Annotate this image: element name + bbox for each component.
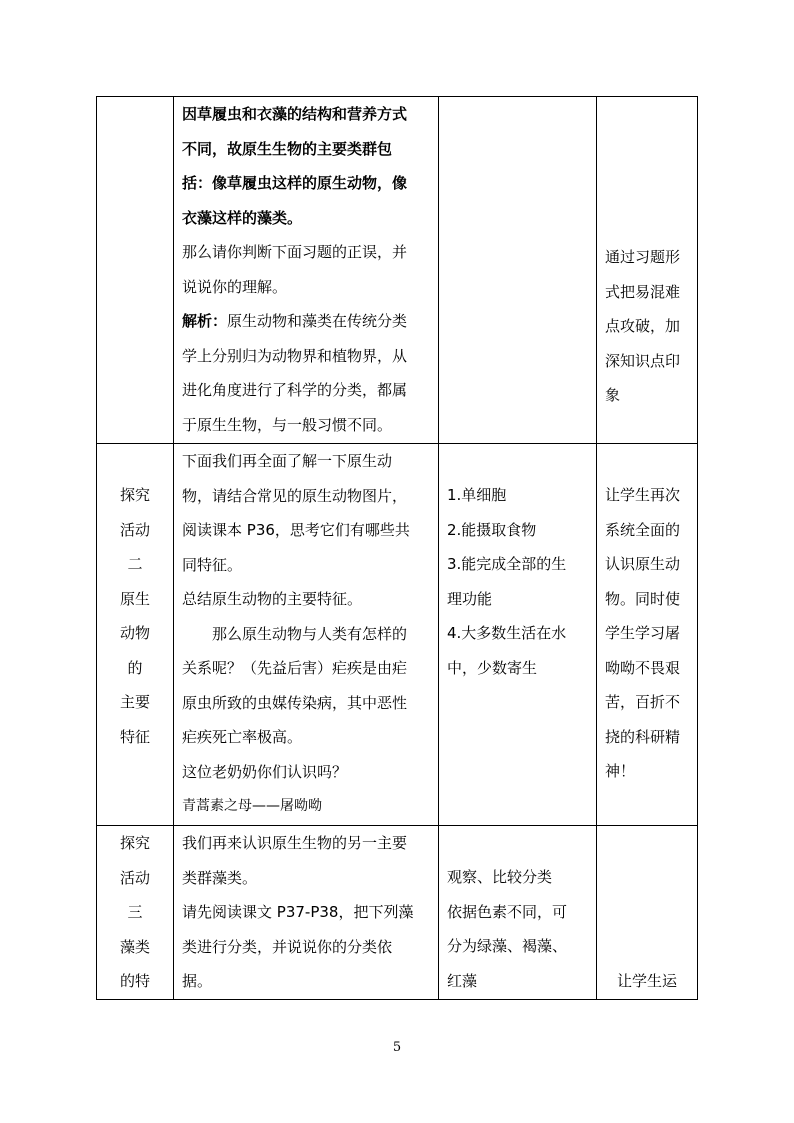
intent-cell-2 [597, 444, 698, 826]
intent-line: 系统全面的 [605, 520, 681, 539]
intent-line: 物。同时使 [605, 589, 681, 608]
activity-cell-3 [97, 826, 174, 1000]
analysis-text: 原生动物和藻类在传统分类 [227, 312, 408, 330]
intent-line: 呦呦不畏艰 [605, 658, 681, 677]
student-line: 2.能摄取食物 [447, 520, 537, 539]
student-line: 1.单细胞 [447, 486, 507, 504]
activity-line: 主要 [119, 693, 150, 711]
activity-line: 动物 [119, 624, 150, 642]
student-line: 3.能完成全部的生 [447, 555, 567, 573]
table-row-2 [97, 444, 698, 826]
content-line: 那么请你判断下面习题的正误，并 [182, 243, 408, 261]
intent-line: 通过习题形 [605, 248, 681, 266]
content-line: 下面我们再全面了解一下原生动 [182, 452, 393, 470]
content-line: 总结原生动物的主要特征。 [182, 590, 363, 608]
student-cell-3 [439, 826, 597, 1000]
activity-line: 二 [127, 555, 143, 573]
content-line: 类群藻类。 [182, 868, 258, 887]
content-line: 物，请结合常见的原生动物图片， [182, 486, 408, 505]
intent-cell-3 [597, 826, 698, 1000]
content-line: 请先阅读课文 P37-P38，把下列藻 [182, 903, 414, 921]
content-line: 因草履虫和衣藻的结构和营养方式 [182, 105, 408, 123]
student-line: 依据色素不同，可 [447, 902, 568, 921]
content-line: 这位老奶奶你们认识吗？ [182, 762, 348, 781]
content-line: 疟疾死亡率极高。 [182, 728, 303, 746]
activity-cell-2 [97, 444, 174, 826]
analysis-label: 解析： [182, 312, 228, 330]
intent-line: 苦，百折不 [605, 693, 681, 711]
content-line: 据。 [182, 972, 213, 990]
student-line: 红藻 [447, 971, 478, 990]
content-line: 原虫所致的虫媒传染病，其中恶性 [182, 693, 408, 712]
content-line: 关系呢？（先益后害）疟疾是由疟 [182, 659, 408, 677]
intent-line: 让学生运 [616, 972, 677, 990]
student-line: 分为绿藻、褐藻、 [447, 937, 568, 955]
student-line: 中，少数寄生 [447, 658, 538, 677]
intent-line: 深知识点印 [605, 351, 681, 370]
content-line: 学上分别归为动物界和植物界，从 [182, 346, 408, 365]
content-line: 不同，故原生生物的主要类群包 [182, 139, 393, 158]
content-line: 那么原生动物与人类有怎样的 [212, 624, 408, 643]
activity-cell-1 [97, 97, 174, 444]
activity-line: 特征 [119, 727, 150, 746]
intent-cell-1 [597, 97, 698, 444]
content-line: 青蒿素之母——屠呦呦 [182, 798, 322, 814]
page-number: 5 [392, 1040, 402, 1055]
content-line: 衣藻这样的藻类。 [182, 208, 303, 227]
student-line: 4.大多数生活在水 [447, 624, 567, 642]
intent-line: 式把易混难 [605, 282, 681, 301]
content-cell-1 [174, 97, 439, 444]
intent-line: 认识原生动 [605, 555, 681, 573]
activity-line: 藻类 [119, 937, 150, 956]
activity-line: 探究 [119, 834, 150, 852]
intent-line: 神！ [605, 762, 636, 780]
activity-line: 探究 [119, 486, 150, 504]
intent-line: 学生学习屠 [605, 624, 681, 642]
intent-line: 挠的科研精 [605, 727, 681, 746]
activity-line: 三 [127, 903, 143, 921]
content-cell-3 [174, 826, 439, 1000]
activity-line: 的 [127, 658, 143, 677]
content-line: 于原生生物，与一般习惯不同。 [182, 415, 393, 434]
activity-line: 的特 [119, 972, 150, 990]
activity-line: 原生 [119, 589, 150, 608]
content-line: 同特征。 [182, 555, 243, 574]
intent-line: 点攻破，加 [605, 317, 681, 335]
content-line: 进化角度进行了科学的分类，都属 [182, 381, 408, 399]
content-cell-2 [174, 444, 439, 826]
activity-line: 活动 [119, 520, 150, 539]
lesson-plan-table [96, 96, 698, 1000]
activity-line: 活动 [119, 868, 150, 887]
content-line: 说说你的理解。 [182, 277, 288, 296]
student-line: 理功能 [447, 589, 493, 608]
content-line: 括：像草履虫这样的原生动物，像 [182, 174, 408, 192]
content-line: 类进行分类，并说说你的分类依 [182, 937, 393, 956]
analysis-line [182, 304, 430, 339]
table-row-3 [97, 826, 698, 1000]
table-row-1 [97, 97, 698, 444]
content-line: 我们再来认识原生生物的另一主要 [182, 834, 408, 852]
content-line: 阅读课本 P36，思考它们有哪些共 [182, 521, 410, 539]
intent-line: 象 [605, 386, 621, 404]
student-line: 观察、比较分类 [447, 868, 553, 886]
student-cell-2 [439, 444, 597, 826]
student-cell-1 [439, 97, 597, 444]
intent-line: 让学生再次 [605, 486, 681, 504]
